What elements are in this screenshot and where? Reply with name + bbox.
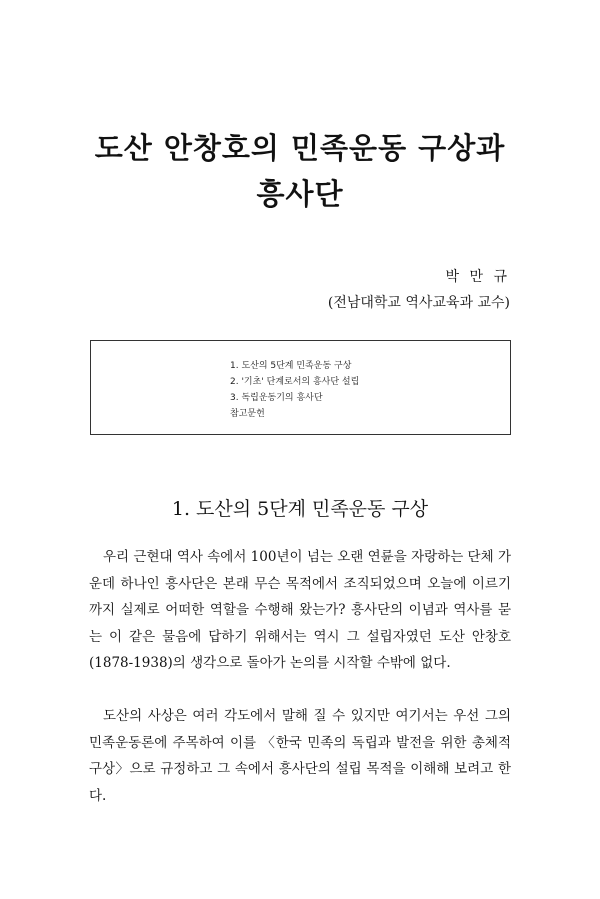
body-paragraph-2: 도산의 사상은 여러 각도에서 말해 질 수 있지만 여기서는 우선 그의 민족운동론에 주목하여 이를 〈한국 민족의 독립과 발전을 위한 총체적 구상〉으로 규정하고 그 속에서 흥사단의 설립 목적을 이해해 보려고 한다. [89, 708, 511, 804]
document-title-line-1: 도산 안창호의 민족운동 구상과 [94, 131, 506, 165]
body-paragraph-1: 우리 근현대 역사 속에서 100년이 넘는 오랜 연륜을 자랑하는 단체 가운데 하나인 흥사단은 본래 무슨 목적에서 조직되었으며 오늘에 이르기까지 실제로 어떠한 역할을 수행해 왔는가? 흥사단의 이념과 역사를 묻는 이 같은 물음에 답하기 위해서는 역시 그 설립자였던 도산 안창호(1878-1938)의 생각으로 돌아가 논의를 시작할 수밖에 없다. [89, 549, 511, 671]
document-title-line-2: 흥사단 [256, 177, 344, 211]
table-of-contents-list [230, 358, 359, 422]
toc-item-1: 1. 도산의 5단계 민족운동 구상 [230, 361, 352, 371]
table-of-contents-box [90, 340, 511, 435]
author-affiliation: (전남대학교 역사교육과 교수) [327, 295, 510, 311]
section-heading: 1. 도산의 5단계 민족운동 구상 [171, 498, 429, 520]
author-name: 박 만 규 [445, 269, 510, 285]
toc-item-2: 2. '기초' 단계로서의 흥사단 설립 [230, 377, 360, 387]
toc-item-references: 참고문헌 [230, 409, 265, 419]
toc-item-3: 3. 독립운동기의 흥사단 [230, 393, 323, 403]
